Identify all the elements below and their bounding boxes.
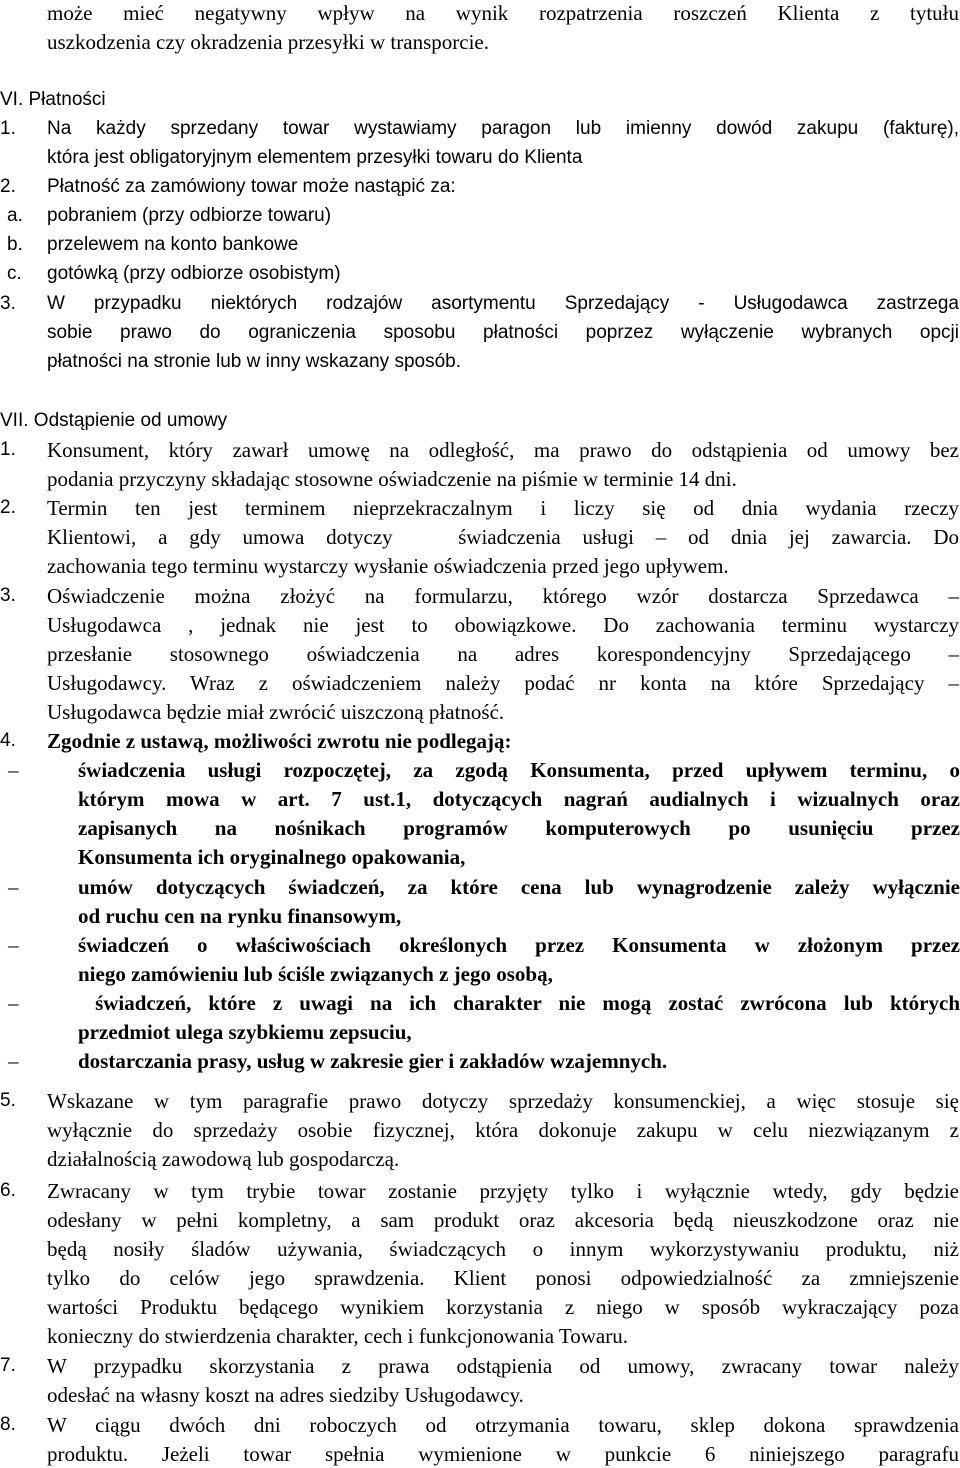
paragraph-line: konieczny do stwierdzenia charakter, cech i funkcjonowania Towaru.	[47, 1324, 628, 1348]
paragraph-line: Płatność za zamówiony towar może nastąpić za:	[47, 176, 456, 197]
item-number: 2.	[0, 176, 16, 197]
paragraph-line: Konsument, który zawarł umowę na odległość, ma prawo do odstąpienia od umowy bez	[47, 438, 959, 462]
bullet-line: świadczenia usługi rozpoczętej, za zgodą Konsumenta, przed upływem terminu, o	[78, 758, 960, 782]
paragraph-line: zachowania tego terminu wystarczy wysłanie oświadczenia przed jego upływem.	[47, 554, 729, 578]
intro-line-2: uszkodzenia czy okradzenia przesyłki w transporcie.	[47, 30, 489, 54]
item-number: 1.	[0, 439, 16, 460]
paragraph-line: Usługodawca będzie miał zwrócić uiszczoną płatność.	[47, 700, 505, 724]
dash-bullet: –	[8, 758, 19, 782]
dash-bullet: –	[8, 933, 19, 957]
bullet-line: dostarczania prasy, usług w zakresie gier i zakładów wzajemnych.	[78, 1049, 668, 1073]
item-number: 7.	[0, 1355, 16, 1376]
paragraph-line: Klientowi, a gdy umowa dotyczy świadczenia usługi – od dnia jej zawarcia. Do	[47, 525, 959, 549]
paragraph-line: odesłany w pełni kompletny, a sam produkt oraz akcesoria będą nieuszkodzone oraz nie	[47, 1208, 959, 1232]
option-text: przelewem na konto bankowe	[47, 234, 299, 255]
paragraph-line: Zwracany w tym trybie towar zostanie przyjęty tylko i wyłącznie wtedy, gdy będzie	[47, 1179, 959, 1203]
section-heading-platnosci: VI. Płatności	[0, 89, 106, 110]
paragraph-line: odesłać na własny koszt na adres siedziby Usługodawcy.	[47, 1383, 524, 1407]
paragraph-line: przesłanie stosownego oświadczenia na adres korespondencyjny Sprzedającego –	[47, 642, 959, 666]
paragraph-line: wyłącznie do sprzedaży osobie fizycznej, która dokonuje zakupu w celu niezwiązanym z	[47, 1118, 959, 1142]
dash-bullet: –	[8, 1049, 19, 1073]
paragraph-line: Termin ten jest terminem nieprzekraczalnym i liczy się od dnia wydania rzeczy	[47, 496, 959, 520]
bullet-line: świadczeń o właściwościach określonych przez Konsumenta w złożonym przez	[78, 933, 960, 957]
paragraph-line: wartości Produktu będącego wynikiem korzystania z niego w sposób wykraczający poza	[47, 1295, 959, 1319]
paragraph-line: płatności na stronie lub w inny wskazany sposób.	[47, 351, 462, 372]
item-number: 3.	[0, 585, 16, 606]
paragraph-line: Oświadczenie można złożyć na formularzu, którego wzór dostarcza Sprzedawca –	[47, 584, 959, 608]
bullet-line: przedmiot ulega szybkiemu zepsuciu,	[78, 1020, 412, 1044]
paragraph-line: Usługodawca , jednak nie jest to obowiązkowe. Do zachowania terminu wystarczy	[47, 613, 959, 637]
item-number: 3.	[0, 293, 16, 314]
item-number: 4.	[0, 730, 16, 751]
paragraph-line: tylko do celów jego sprawdzenia. Klient ponosi odpowiedzialność za zmniejszenie	[47, 1266, 959, 1290]
option-letter: a.	[7, 205, 23, 226]
paragraph-line: Na każdy sprzedany towar wystawiamy paragon lub imienny dowód zakupu (fakturę),	[47, 118, 959, 139]
bullet-line: Konsumenta ich oryginalnego opakowania,	[78, 845, 466, 869]
bullet-line: niego zamówieniu lub ściśle związanych z jego osobą,	[78, 962, 553, 986]
exceptions-heading: Zgodnie z ustawą, możliwości zwrotu nie podlegają:	[47, 729, 512, 753]
paragraph-line: podania przyczyny składając stosowne oświadczenie na piśmie w terminie 14 dni.	[47, 467, 737, 491]
paragraph-line: działalnością zawodową lub gospodarczą.	[47, 1147, 400, 1171]
bullet-line: od ruchu cen na rynku finansowym,	[78, 904, 402, 928]
dash-bullet: –	[8, 875, 19, 899]
option-text: pobraniem (przy odbiorze towaru)	[47, 205, 332, 226]
bullet-line: świadczeń, które z uwagi na ich charakter nie mogą zostać zwrócona lub których	[78, 991, 960, 1015]
item-number: 6.	[0, 1180, 16, 1201]
paragraph-line: Usługodawcy. Wraz z oświadczeniem należy podać nr konta na które Sprzedający –	[47, 671, 959, 695]
paragraph-line: W przypadku skorzystania z prawa odstąpienia od umowy, zwracany towar należy	[47, 1354, 959, 1378]
paragraph-line: która jest obligatoryjnym elementem przesyłki towaru do Klienta	[47, 147, 583, 168]
dash-bullet: –	[8, 991, 19, 1015]
paragraph-line: sobie prawo do ograniczenia sposobu płatności poprzez wyłączenie wybranych opcji	[47, 322, 959, 343]
paragraph-line: W ciągu dwóch dni roboczych od otrzymania towaru, sklep dokona sprawdzenia	[47, 1413, 959, 1437]
bullet-line: umów dotyczących świadczeń, za które cena lub wynagrodzenie zależy wyłącznie	[78, 875, 960, 899]
option-text: gotówką (przy odbiorze osobistym)	[47, 263, 341, 284]
paragraph-line: W przypadku niektórych rodzajów asortymentu Sprzedający - Usługodawca zastrzega	[47, 293, 959, 314]
bullet-line: którym mowa w art. 7 ust.1, dotyczących nagrań audialnych i wizualnych oraz	[78, 787, 960, 811]
option-letter: b.	[7, 234, 23, 255]
item-number: 2.	[0, 497, 16, 518]
item-number: 8.	[0, 1414, 16, 1435]
intro-line-1: może mieć negatywny wpływ na wynik rozpatrzenia roszczeń Klienta z tytułu	[47, 1, 959, 25]
option-letter: c.	[7, 263, 22, 284]
paragraph-line: produktu. Jeżeli towar spełnia wymienione w punkcie 6 niniejszego paragrafu	[47, 1442, 959, 1466]
item-number: 1.	[0, 118, 16, 139]
paragraph-line: Wskazane w tym paragrafie prawo dotyczy sprzedaży konsumenckiej, a więc stosuje się	[47, 1089, 959, 1113]
section-heading-text: VII. Odstąpienie od umowy	[0, 410, 228, 431]
section-heading-odstapienie	[0, 408, 227, 434]
bullet-line: zapisanych na nośnikach programów komputerowych po usunięciu przez	[78, 816, 960, 840]
item-number: 5.	[0, 1090, 16, 1111]
paragraph-line: będą nosiły śladów używania, świadczących o innym wykorzystywaniu produktu, niż	[47, 1237, 959, 1261]
